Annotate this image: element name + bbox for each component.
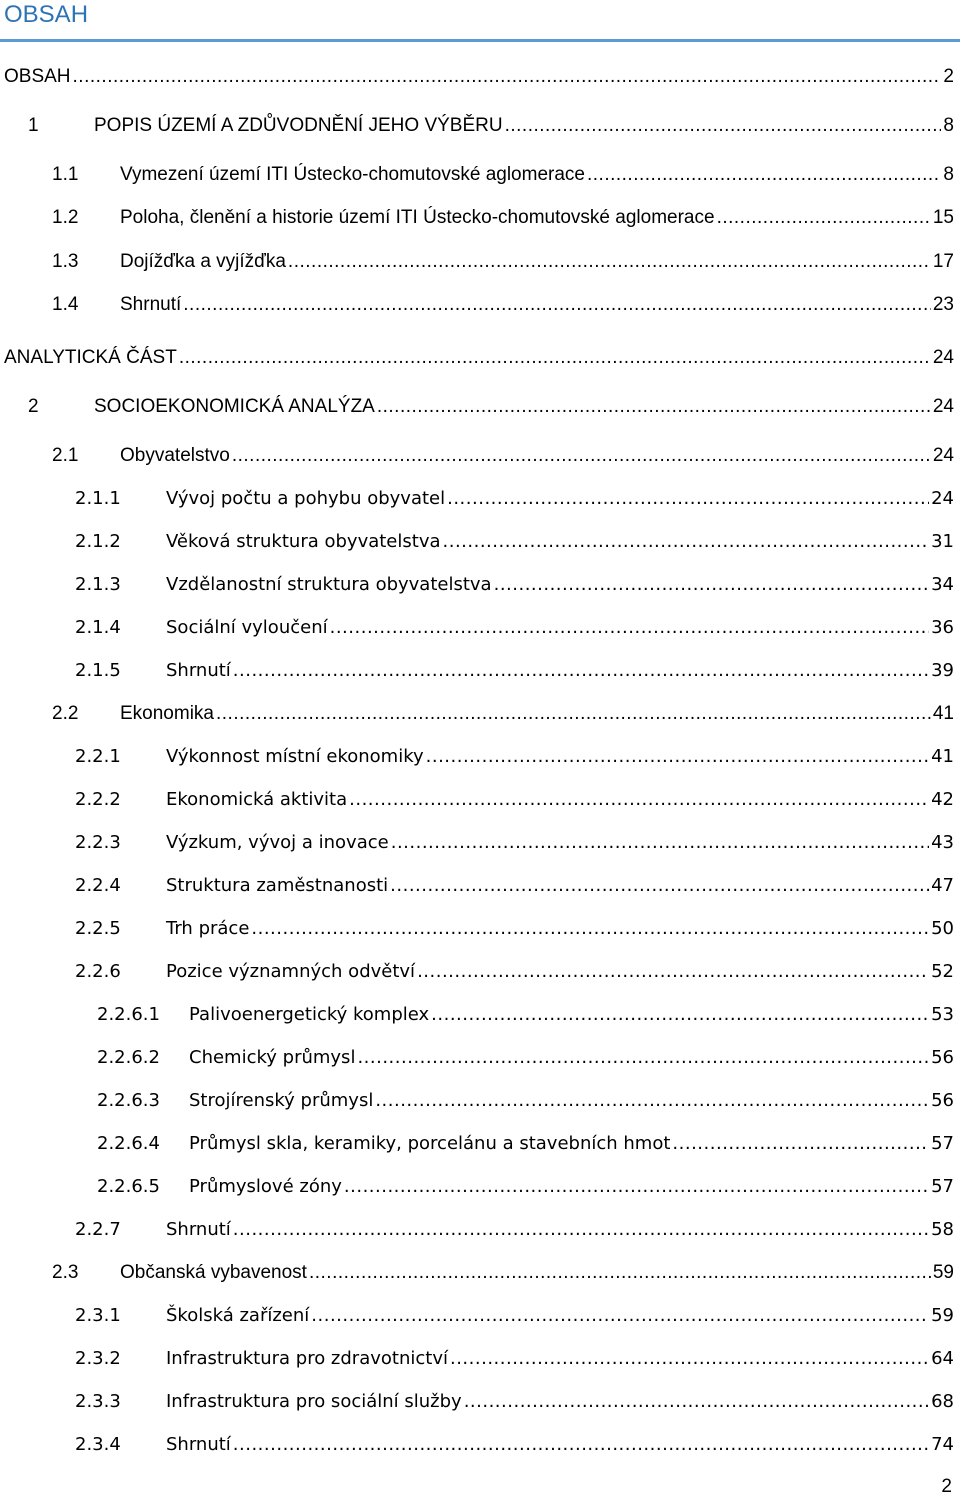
toc-entry-page: 64: [931, 1348, 954, 1369]
toc-entry[interactable]: [75, 1216, 954, 1244]
toc-dot-leader: [390, 872, 929, 900]
toc-entry-page: 24: [932, 396, 954, 417]
toc-entry[interactable]: [52, 700, 954, 728]
toc-dot-leader: [717, 204, 931, 232]
toc-dot-leader: [233, 1216, 929, 1244]
page-heading: OBSAH: [4, 1, 89, 28]
toc-entry[interactable]: [75, 743, 954, 771]
toc-entry-number: 1: [28, 115, 39, 136]
toc-dot-leader: [344, 1173, 929, 1201]
toc-entry[interactable]: [75, 1431, 954, 1459]
toc-dot-leader: [447, 485, 929, 513]
toc-entry[interactable]: [97, 1001, 954, 1029]
toc-entry-number: 2.3: [52, 1262, 79, 1283]
toc-dot-leader: [216, 700, 931, 728]
toc-dot-leader: [349, 786, 929, 814]
toc-dot-leader: [672, 1130, 929, 1158]
toc-entry[interactable]: [75, 571, 954, 599]
toc-dot-leader: [179, 344, 931, 372]
toc-entry[interactable]: [52, 291, 954, 319]
toc-dot-leader: [311, 1302, 929, 1330]
toc-entry[interactable]: [52, 248, 954, 276]
toc-entry-title: Výzkum, vývoj a inovace: [166, 832, 389, 853]
toc-dot-leader: [309, 1259, 931, 1287]
toc-dot-leader: [232, 442, 931, 470]
toc-entry[interactable]: [75, 915, 954, 943]
toc-dot-leader: [443, 528, 930, 556]
toc-entry-number: 1.4: [52, 294, 79, 315]
toc-entry-number: 2.1.3: [75, 574, 121, 595]
toc-entry-title: Průmysl skla, keramiky, porcelánu a stavebních hmot: [189, 1133, 671, 1154]
toc-entry[interactable]: [75, 958, 954, 986]
toc-dot-leader: [464, 1388, 929, 1416]
toc-entry-number: 2.3.1: [75, 1305, 121, 1326]
toc-dot-leader: [251, 915, 929, 943]
toc-entry-number: 1.3: [52, 251, 79, 272]
toc-entry[interactable]: [75, 829, 954, 857]
toc-entry-title: Trh práce: [166, 918, 250, 939]
toc-entry[interactable]: [75, 1388, 954, 1416]
toc-entry-title: Poloha, členění a historie území ITI Ústecko-chomutovské aglomerace: [120, 207, 715, 228]
toc-entry-page: 68: [931, 1391, 954, 1412]
toc-entry-title: Sociální vyloučení: [166, 617, 328, 638]
toc-dot-leader: [233, 657, 929, 685]
toc-entry-number: 2.2.3: [75, 832, 121, 853]
toc-entry[interactable]: [75, 1302, 954, 1330]
toc-dot-leader: [183, 291, 931, 319]
toc-entry-number: 2.2.6: [75, 961, 121, 982]
toc-entry[interactable]: [75, 1345, 954, 1373]
toc-entry-number: 2.2.2: [75, 789, 121, 810]
toc-entry-title: OBSAH: [4, 66, 71, 87]
toc-entry[interactable]: [97, 1044, 954, 1072]
toc-entry[interactable]: [4, 344, 954, 372]
toc-entry[interactable]: [75, 786, 954, 814]
toc-entry-page: 41: [931, 746, 954, 767]
toc-entry[interactable]: [75, 657, 954, 685]
toc-entry-page: 8: [943, 115, 954, 136]
toc-entry-page: 24: [932, 347, 954, 368]
toc-entry-page: 36: [931, 617, 954, 638]
toc-entry[interactable]: [75, 614, 954, 642]
toc-entry-number: 2.2.6.5: [97, 1176, 160, 1197]
toc-entry-number: 2.1: [52, 445, 79, 466]
toc-entry[interactable]: [4, 63, 954, 91]
toc-entry-page: 56: [931, 1047, 954, 1068]
toc-entry-page: 31: [931, 531, 954, 552]
toc-entry[interactable]: [97, 1173, 954, 1201]
toc-entry-title: Dojížďka a vyjížďka: [120, 251, 286, 272]
toc-entry-number: 1.2: [52, 207, 79, 228]
toc-entry-title: Pozice významných odvětví: [166, 961, 416, 982]
toc-entry-page: 58: [931, 1219, 954, 1240]
toc-entry-title: Občanská vybavenost: [120, 1262, 307, 1283]
toc-dot-leader: [450, 1345, 929, 1373]
toc-entry[interactable]: [97, 1130, 954, 1158]
heading-rule: [0, 39, 960, 42]
toc-entry-title: Strojírenský průmysl: [189, 1090, 374, 1111]
toc-dot-leader: [377, 393, 931, 421]
toc-entry-title: Palivoenergetický komplex: [189, 1004, 430, 1025]
toc-dot-leader: [73, 63, 942, 91]
toc-entry-number: 2.2.6.2: [97, 1047, 160, 1068]
toc-dot-leader: [505, 112, 942, 140]
toc-entry-number: 2.3.4: [75, 1434, 121, 1455]
toc-entry-page: 74: [931, 1434, 954, 1455]
toc-dot-leader: [426, 743, 929, 771]
toc-entry-page: 50: [931, 918, 954, 939]
toc-entry-number: 2.2: [52, 703, 79, 724]
toc-entry-number: 2.1.1: [75, 488, 121, 509]
toc-dot-leader: [288, 248, 931, 276]
toc-entry-title: Infrastruktura pro sociální služby: [166, 1391, 462, 1412]
toc-entry-number: 2: [28, 396, 39, 417]
toc-dot-leader: [431, 1001, 929, 1029]
toc-entry-title: Shrnutí: [166, 1434, 231, 1455]
toc-entry-page: 47: [931, 875, 954, 896]
toc-entry-page: 17: [932, 251, 954, 272]
toc-entry-title: Výkonnost místní ekonomiky: [166, 746, 424, 767]
toc-entry-title: Obyvatelstvo: [120, 445, 230, 466]
toc-entry-title: Chemický průmysl: [189, 1047, 356, 1068]
toc-entry-title: Infrastruktura pro zdravotnictví: [166, 1348, 448, 1369]
toc-entry-page: 34: [931, 574, 954, 595]
toc-entry-title: Vzdělanostní struktura obyvatelstva: [166, 574, 492, 595]
toc-entry-number: 2.2.4: [75, 875, 121, 896]
toc-entry-title: Vymezení území ITI Ústecko-chomutovské aglomerace: [120, 164, 585, 185]
toc-entry-title: Průmyslové zóny: [189, 1176, 342, 1197]
toc-entry-title: Ekonomika: [120, 703, 214, 724]
toc-entry-page: 24: [932, 445, 954, 466]
toc-entry-page: 43: [931, 832, 954, 853]
toc-entry-page: 15: [932, 207, 954, 228]
toc-entry[interactable]: [75, 485, 954, 513]
toc-entry-page: 59: [932, 1262, 954, 1283]
toc-entry[interactable]: [28, 112, 954, 140]
toc-entry[interactable]: [52, 1259, 954, 1287]
toc-entry-page: 2: [943, 66, 954, 87]
toc-entry-page: 39: [931, 660, 954, 681]
toc-entry-title: ANALYTICKÁ ČÁST: [4, 347, 177, 368]
toc-entry-page: 56: [931, 1090, 954, 1111]
toc-entry-number: 1.1: [52, 164, 79, 185]
toc-dot-leader: [375, 1087, 929, 1115]
toc-entry-page: 42: [931, 789, 954, 810]
toc-entry-number: 2.3.3: [75, 1391, 121, 1412]
toc-dot-leader: [357, 1044, 929, 1072]
toc-entry-page: 8: [943, 164, 954, 185]
toc-dot-leader: [233, 1431, 929, 1459]
toc-entry-number: 2.1.5: [75, 660, 121, 681]
page-number: 2: [941, 1476, 952, 1497]
toc-entry-title: Školská zařízení: [166, 1305, 310, 1326]
toc-entry-page: 53: [931, 1004, 954, 1025]
toc-dot-leader: [587, 161, 941, 189]
toc-dot-leader: [417, 958, 929, 986]
toc-entry-number: 2.2.6.1: [97, 1004, 160, 1025]
toc-entry-title: Struktura zaměstnanosti: [166, 875, 389, 896]
toc-entry-title: Shrnutí: [166, 1219, 231, 1240]
toc-entry-number: 2.2.7: [75, 1219, 121, 1240]
toc-entry-number: 2.1.4: [75, 617, 121, 638]
toc-entry[interactable]: [75, 872, 954, 900]
toc-entry-page: 41: [932, 703, 954, 724]
toc-entry[interactable]: [75, 528, 954, 556]
toc-entry[interactable]: [52, 204, 954, 232]
toc-entry-title: Věková struktura obyvatelstva: [166, 531, 441, 552]
toc-entry-number: 2.3.2: [75, 1348, 121, 1369]
toc-dot-leader: [391, 829, 929, 857]
toc-entry-page: 23: [932, 294, 954, 315]
toc-entry-number: 2.2.5: [75, 918, 121, 939]
toc-entry-number: 2.2.6.4: [97, 1133, 160, 1154]
toc-entry-page: 59: [931, 1305, 954, 1326]
toc-entry-page: 24: [931, 488, 954, 509]
toc-entry-title: Ekonomická aktivita: [166, 789, 348, 810]
toc-dot-leader: [330, 614, 929, 642]
toc-dot-leader: [494, 571, 930, 599]
toc-entry[interactable]: [28, 393, 954, 421]
toc-entry-title: Shrnutí: [120, 294, 182, 315]
toc-entry-title: Shrnutí: [166, 660, 231, 681]
toc-entry-number: 2.1.2: [75, 531, 121, 552]
toc-entry-title: POPIS ÚZEMÍ A ZDŮVODNĚNÍ JEHO VÝBĚRU: [94, 115, 503, 136]
toc-entry-page: 57: [931, 1133, 954, 1154]
toc-entry[interactable]: [97, 1087, 954, 1115]
toc-entry-number: 2.2.6.3: [97, 1090, 160, 1111]
toc-entry[interactable]: [52, 161, 954, 189]
toc-entry-page: 57: [931, 1176, 954, 1197]
toc-entry[interactable]: [52, 442, 954, 470]
toc-entry-title: SOCIOEKONOMICKÁ ANALÝZA: [94, 396, 375, 417]
toc-entry-page: 52: [931, 961, 954, 982]
toc-entry-number: 2.2.1: [75, 746, 121, 767]
toc-entry-title: Vývoj počtu a pohybu obyvatel: [166, 488, 446, 509]
